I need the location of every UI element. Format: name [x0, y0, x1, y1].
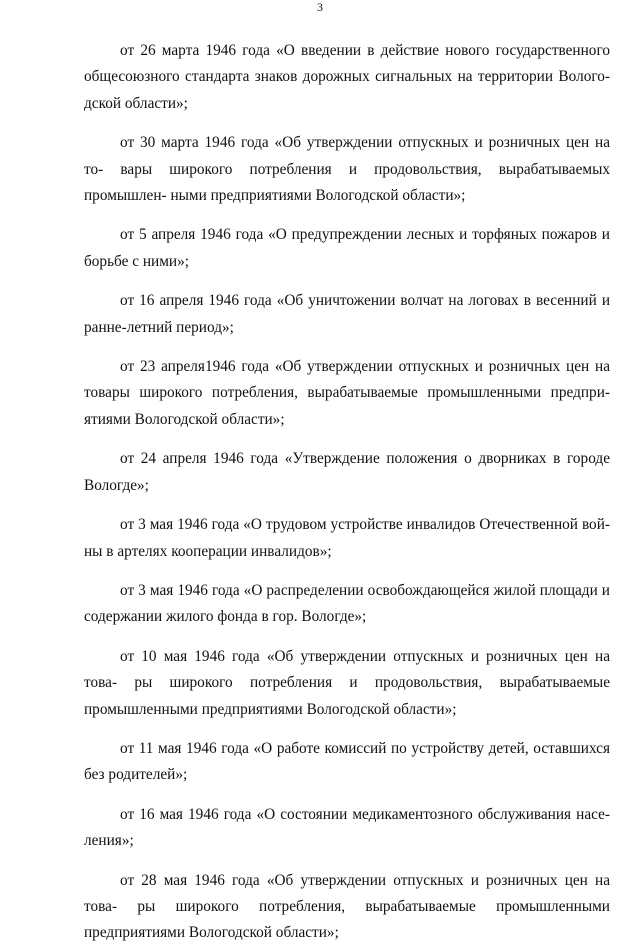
decree-entry — [84, 578, 610, 631]
decree-entry-line: содержании жилого фонда в гор. Вологде»; — [84, 608, 367, 626]
decree-entry-line: ны в артелях кооперации инвалидов»; — [84, 542, 332, 560]
decree-entry-line: ления»; — [84, 832, 134, 850]
decree-entry-line: дской области»; — [84, 94, 188, 112]
decree-entry-line: от 11 мая 1946 года «О работе комиссий по устройству детей, оставшихся — [120, 739, 610, 757]
decree-entry — [84, 512, 610, 565]
decree-list — [84, 38, 610, 947]
decree-entry-line: от 5 апреля 1946 года «О предупреждении лесных и торфяных пожаров и — [120, 226, 610, 244]
decree-entry-line: от 30 марта 1946 года «Об утверждении отпускных и розничных цен на то- — [84, 134, 610, 178]
decree-entry-line: ры широкого потребления и продовольствия, вырабатываемые промышленными — [84, 674, 610, 718]
decree-entry-line: без родителей»; — [84, 766, 188, 784]
decree-entry-line: ятиями Вологодской области»; — [84, 410, 285, 428]
decree-entry-line: от 23 апреля1946 года «Об утверждении отпускных и розничных цен на — [120, 358, 610, 376]
decree-entry — [84, 288, 610, 341]
decree-entry-line: товары широкого потребления, вырабатываемые промышленными предпри- — [84, 384, 610, 402]
decree-entry-line: ры широкого потребления, вырабатываемые промышленными предприятиями — [84, 897, 610, 942]
decree-entry-line: Вологде»; — [84, 476, 149, 494]
decree-entry — [84, 38, 610, 117]
decree-entry — [84, 868, 610, 947]
decree-entry — [84, 446, 610, 499]
decree-entry-line: от 3 мая 1946 года «О трудовом устройстве инвалидов Отечественной вой- — [120, 516, 610, 534]
decree-entry-line: от 16 апреля 1946 года «Об уничтожении волчат на логовах в весенний и — [120, 292, 610, 310]
decree-entry-line: общесоюзного стандарта знаков дорожных сигнальных на территории Волого- — [84, 68, 610, 86]
decree-entry-line: Вологодской области»; — [188, 924, 339, 942]
decree-entry-line: от 16 мая 1946 года «О состоянии медикаментозного обслуживания насе- — [120, 805, 610, 823]
decree-entry-line: от 28 мая 1946 года «Об утверждении отпускных и розничных цен на това- — [84, 871, 610, 915]
decree-entry-line: ранне-летний период»; — [84, 318, 234, 336]
decree-entry-line: от 24 апреля 1946 года «Утверждение положения о дворниках в городе — [120, 450, 610, 468]
decree-entry-line: вары широкого потребления и продовольствия, вырабатываемых промышлен- — [84, 160, 610, 205]
decree-entry-line: от 3 мая 1946 года «О распределении освобождающейся жилой площади и — [120, 581, 610, 599]
decree-entry — [84, 130, 610, 209]
decree-entry-line: борьбе с ними»; — [84, 252, 190, 270]
decree-entry — [84, 802, 610, 855]
decree-entry — [84, 222, 610, 275]
decree-entry-line: предприятиями Вологодской области»; — [201, 700, 457, 718]
decree-entry-line: от 26 марта 1946 года «О введении в действие нового государственного — [120, 42, 610, 59]
decree-entry — [84, 354, 610, 433]
decree-entry-line: ными предприятиями Вологодской области»; — [170, 187, 466, 205]
decree-entry-line: от 10 мая 1946 года «Об утверждении отпускных и розничных цен на това- — [84, 647, 610, 692]
decree-entry — [84, 644, 610, 723]
decree-entry — [84, 736, 610, 789]
page-number: 3 — [317, 0, 323, 14]
